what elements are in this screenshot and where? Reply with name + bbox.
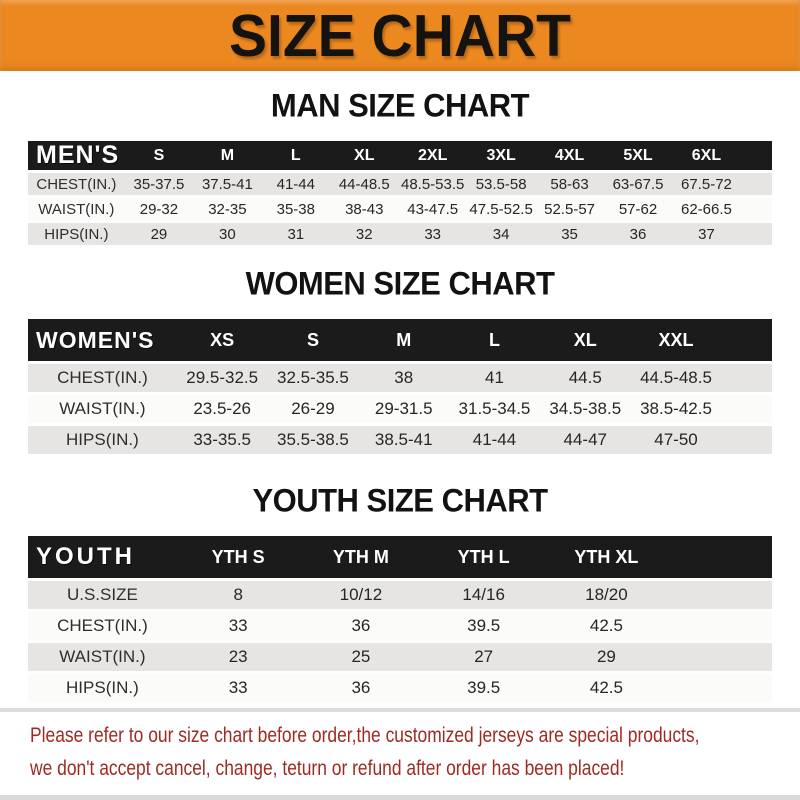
size-value-cell: 35-37.5 — [133, 175, 185, 193]
size-value-cell: 41-44 — [472, 430, 517, 449]
size-value-cell: 33 — [228, 616, 248, 635]
size-value-cell: 44-48.5 — [338, 175, 390, 193]
row-label: HIPS(IN.) — [66, 430, 139, 449]
size-column-header: 4XL — [554, 146, 585, 164]
table-row — [28, 426, 772, 454]
spacer-cell — [721, 426, 772, 454]
section-men — [0, 88, 800, 248]
table-header-row — [28, 141, 772, 170]
size-value-cell: 32.5-35.5 — [277, 368, 349, 387]
size-column-header: YTH L — [457, 546, 510, 567]
row-label: U.S.SIZE — [66, 585, 138, 604]
size-value-cell: 35.5-38.5 — [277, 430, 349, 449]
spacer-cell — [668, 536, 772, 578]
footer-line-1: Please refer to our size chart before order,the customized jerseys are special products, — [30, 724, 700, 747]
size-value-cell: 25 — [351, 647, 371, 666]
men-size-table — [28, 138, 772, 248]
size-value-cell: 29-32 — [139, 200, 179, 218]
size-value-cell: 47-50 — [654, 430, 698, 449]
section-women — [0, 266, 800, 457]
size-value-cell: 47.5-52.5 — [469, 200, 533, 218]
banner-title: SIZE CHART — [229, 2, 571, 69]
footer-note — [30, 719, 800, 785]
size-column-header: M — [396, 329, 412, 350]
table-group-label: YOUTH — [36, 543, 135, 570]
size-value-cell: 38-43 — [345, 200, 384, 218]
row-label: HIPS(IN.) — [44, 225, 109, 243]
table-row — [28, 395, 772, 423]
size-column-header: 3XL — [486, 146, 516, 164]
size-value-cell: 42.5 — [589, 678, 623, 697]
row-label: CHEST(IN.) — [57, 616, 148, 635]
size-value-cell: 38 — [394, 368, 414, 387]
size-value-cell: 63-67.5 — [612, 175, 664, 193]
table-row — [28, 643, 772, 671]
size-value-cell: 29 — [596, 647, 616, 666]
table-row — [28, 364, 772, 392]
size-value-cell: 31.5-34.5 — [458, 399, 531, 418]
size-column-header: M — [220, 146, 235, 164]
size-value-cell: 44.5 — [568, 368, 602, 387]
size-value-cell: 33-35.5 — [193, 430, 252, 449]
size-column-header: 6XL — [691, 146, 722, 164]
table-row — [28, 612, 772, 640]
table-header-row — [28, 536, 772, 578]
spacer-cell — [741, 198, 772, 220]
size-value-cell: 41-44 — [276, 175, 315, 193]
size-value-cell: 30 — [219, 225, 236, 243]
row-label: HIPS(IN.) — [66, 678, 139, 697]
table-group-label: MEN'S — [36, 141, 120, 169]
size-column-header: YTH XL — [574, 546, 639, 567]
size-value-cell: 53.5-58 — [475, 175, 527, 193]
size-column-header: XXL — [658, 329, 694, 350]
spacer-cell — [721, 364, 772, 392]
size-value-cell: 32 — [355, 225, 373, 243]
spacer-cell — [721, 319, 772, 361]
bottom-edge-strip — [0, 795, 800, 800]
size-value-cell: 32-35 — [208, 200, 247, 218]
size-column-header: XL — [573, 329, 597, 350]
women-section-heading: WOMEN SIZE CHART — [245, 265, 555, 302]
size-value-cell: 29.5-32.5 — [186, 368, 259, 387]
size-value-cell: 39.5 — [467, 616, 501, 635]
footer-top-divider — [0, 708, 800, 712]
size-value-cell: 33 — [424, 225, 442, 243]
spacer-cell — [721, 395, 772, 423]
spacer-cell — [741, 173, 772, 195]
size-value-cell: 67.5-72 — [681, 175, 732, 193]
size-value-cell: 18/20 — [585, 585, 628, 604]
size-value-cell: 38.5-41 — [374, 430, 433, 449]
row-label: CHEST(IN.) — [57, 368, 148, 387]
spacer-cell — [668, 643, 772, 671]
size-value-cell: 14/16 — [462, 585, 505, 604]
size-value-cell: 44.5-48.5 — [640, 368, 712, 387]
size-value-cell: 58-63 — [550, 175, 589, 193]
size-value-cell: 26-29 — [291, 399, 335, 418]
table-row — [28, 198, 772, 220]
size-column-header: L — [290, 146, 301, 164]
size-value-cell: 52.5-57 — [544, 200, 595, 218]
size-column-header: 5XL — [623, 146, 653, 164]
row-label: WAIST(IN.) — [59, 399, 146, 418]
size-value-cell: 57-62 — [618, 200, 658, 218]
size-value-cell: 48.5-53.5 — [400, 175, 465, 193]
spacer-cell — [741, 223, 772, 245]
spacer-cell — [668, 581, 772, 609]
size-chart-banner — [0, 0, 800, 71]
size-column-header: L — [488, 329, 500, 350]
women-size-table — [28, 316, 772, 457]
size-value-cell: 62-66.5 — [681, 200, 732, 218]
size-value-cell: 31 — [287, 225, 305, 243]
size-column-header: YTH S — [211, 546, 265, 567]
size-column-header: 2XL — [418, 146, 448, 164]
size-value-cell: 34 — [492, 225, 510, 243]
men-section-heading: MAN SIZE CHART — [270, 87, 530, 124]
size-value-cell: 35-38 — [276, 200, 315, 218]
size-value-cell: 23.5-26 — [193, 399, 252, 418]
size-value-cell: 41 — [485, 368, 504, 387]
youth-size-table — [28, 533, 772, 705]
size-value-cell: 36 — [629, 225, 647, 243]
table-row — [28, 223, 772, 245]
size-value-cell: 44-47 — [563, 430, 607, 449]
spacer-cell — [741, 141, 772, 170]
size-value-cell: 39.5 — [467, 678, 501, 697]
size-value-cell: 33 — [228, 678, 248, 697]
size-value-cell: 43-47.5 — [407, 200, 459, 218]
size-column-header: S — [306, 329, 319, 350]
size-column-header: YTH M — [332, 546, 389, 567]
row-label: CHEST(IN.) — [36, 175, 117, 193]
row-label: WAIST(IN.) — [38, 200, 115, 218]
size-column-header: XL — [354, 146, 375, 164]
size-column-header: XS — [210, 329, 235, 350]
size-value-cell: 38.5-42.5 — [640, 399, 712, 418]
table-group-label: WOMEN'S — [36, 326, 155, 353]
youth-section-heading: YOUTH SIZE CHART — [252, 482, 548, 519]
size-value-cell: 8 — [233, 585, 243, 604]
footer-line-2: we don't accept cancel, change, teturn or refund after order has been placed! — [30, 757, 625, 780]
size-value-cell: 23 — [228, 647, 248, 666]
size-column-header: S — [153, 146, 165, 164]
size-value-cell: 27 — [474, 647, 494, 666]
section-youth — [0, 483, 800, 705]
row-label: WAIST(IN.) — [59, 647, 146, 666]
size-value-cell: 29 — [150, 225, 168, 243]
size-value-cell: 36 — [351, 616, 371, 635]
size-value-cell: 42.5 — [589, 616, 623, 635]
table-row — [28, 674, 772, 702]
size-value-cell: 29-31.5 — [374, 399, 433, 418]
spacer-cell — [668, 612, 772, 640]
size-value-cell: 36 — [351, 678, 371, 697]
size-value-cell: 35 — [561, 225, 578, 243]
size-value-cell: 34.5-38.5 — [549, 399, 622, 418]
spacer-cell — [668, 674, 772, 702]
size-value-cell: 10/12 — [339, 585, 383, 604]
size-value-cell: 37.5-41 — [201, 175, 253, 193]
table-row — [28, 581, 772, 609]
table-header-row — [28, 319, 772, 361]
size-value-cell: 37 — [698, 225, 715, 243]
table-row — [28, 173, 772, 195]
